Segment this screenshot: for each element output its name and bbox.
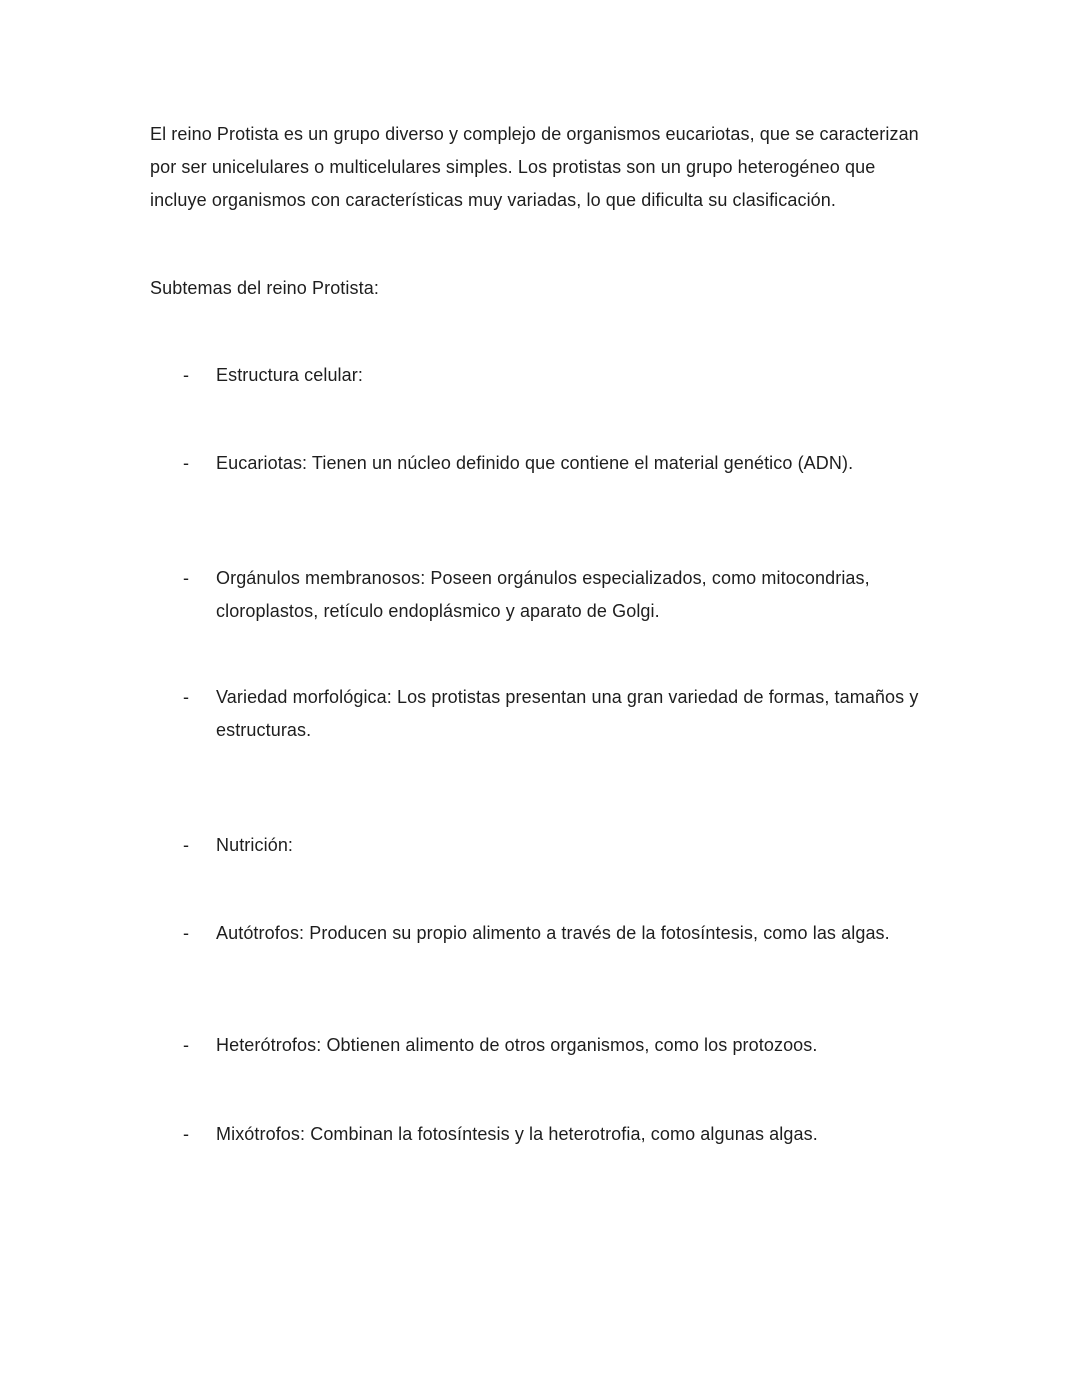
bullet-item: [183, 562, 935, 628]
bullet-marker: -: [183, 687, 190, 707]
intro-paragraph: El reino Protista es un grupo diverso y complejo de organismos eucariotas, que se caracterizan por ser unicelulares o multicelulares simples. Los protistas son un grupo heterogéneo que incluye organismos con características muy variadas, lo que dificulta su clasificación.: [150, 124, 919, 210]
bullet-marker: -: [183, 1124, 190, 1144]
bullet-marker: -: [183, 1035, 190, 1055]
bullet-marker: -: [183, 365, 190, 385]
bullet-text: Eucariotas: Tienen un núcleo definido que contiene el material genético (ADN).: [216, 453, 854, 473]
bullet-text: Estructura celular:: [216, 365, 363, 385]
bullet-item: [183, 359, 935, 392]
bullet-item: [183, 1029, 935, 1062]
bullet-text: Orgánulos membranosos: Poseen orgánulos especializados, como mitocondrias, cloroplastos, retículo endoplásmico y aparato de Golgi.: [216, 568, 870, 621]
bullet-text: Mixótrofos: Combinan la fotosíntesis y la heterotrofia, como algunas algas.: [216, 1124, 818, 1144]
bullet-text: Nutrición:: [216, 835, 294, 855]
bullet-marker: -: [183, 923, 190, 943]
bullet-text: Heterótrofos: Obtienen alimento de otros organismos, como los protozoos.: [216, 1035, 818, 1055]
bullet-item: [183, 681, 935, 747]
bullet-item: [183, 829, 935, 862]
section-heading: Subtemas del reino Protista:: [150, 278, 379, 298]
bullet-marker: -: [183, 453, 190, 473]
bullet-text: Variedad morfológica: Los protistas presentan una gran variedad de formas, tamaños y estructuras.: [216, 687, 919, 740]
bullet-item: [183, 1118, 935, 1151]
bullet-marker: -: [183, 835, 190, 855]
bullet-text: Autótrofos: Producen su propio alimento a través de la fotosíntesis, como las algas.: [216, 923, 890, 943]
bullet-item: [183, 447, 935, 480]
bullet-marker: -: [183, 568, 190, 588]
bullet-item: [183, 917, 935, 950]
